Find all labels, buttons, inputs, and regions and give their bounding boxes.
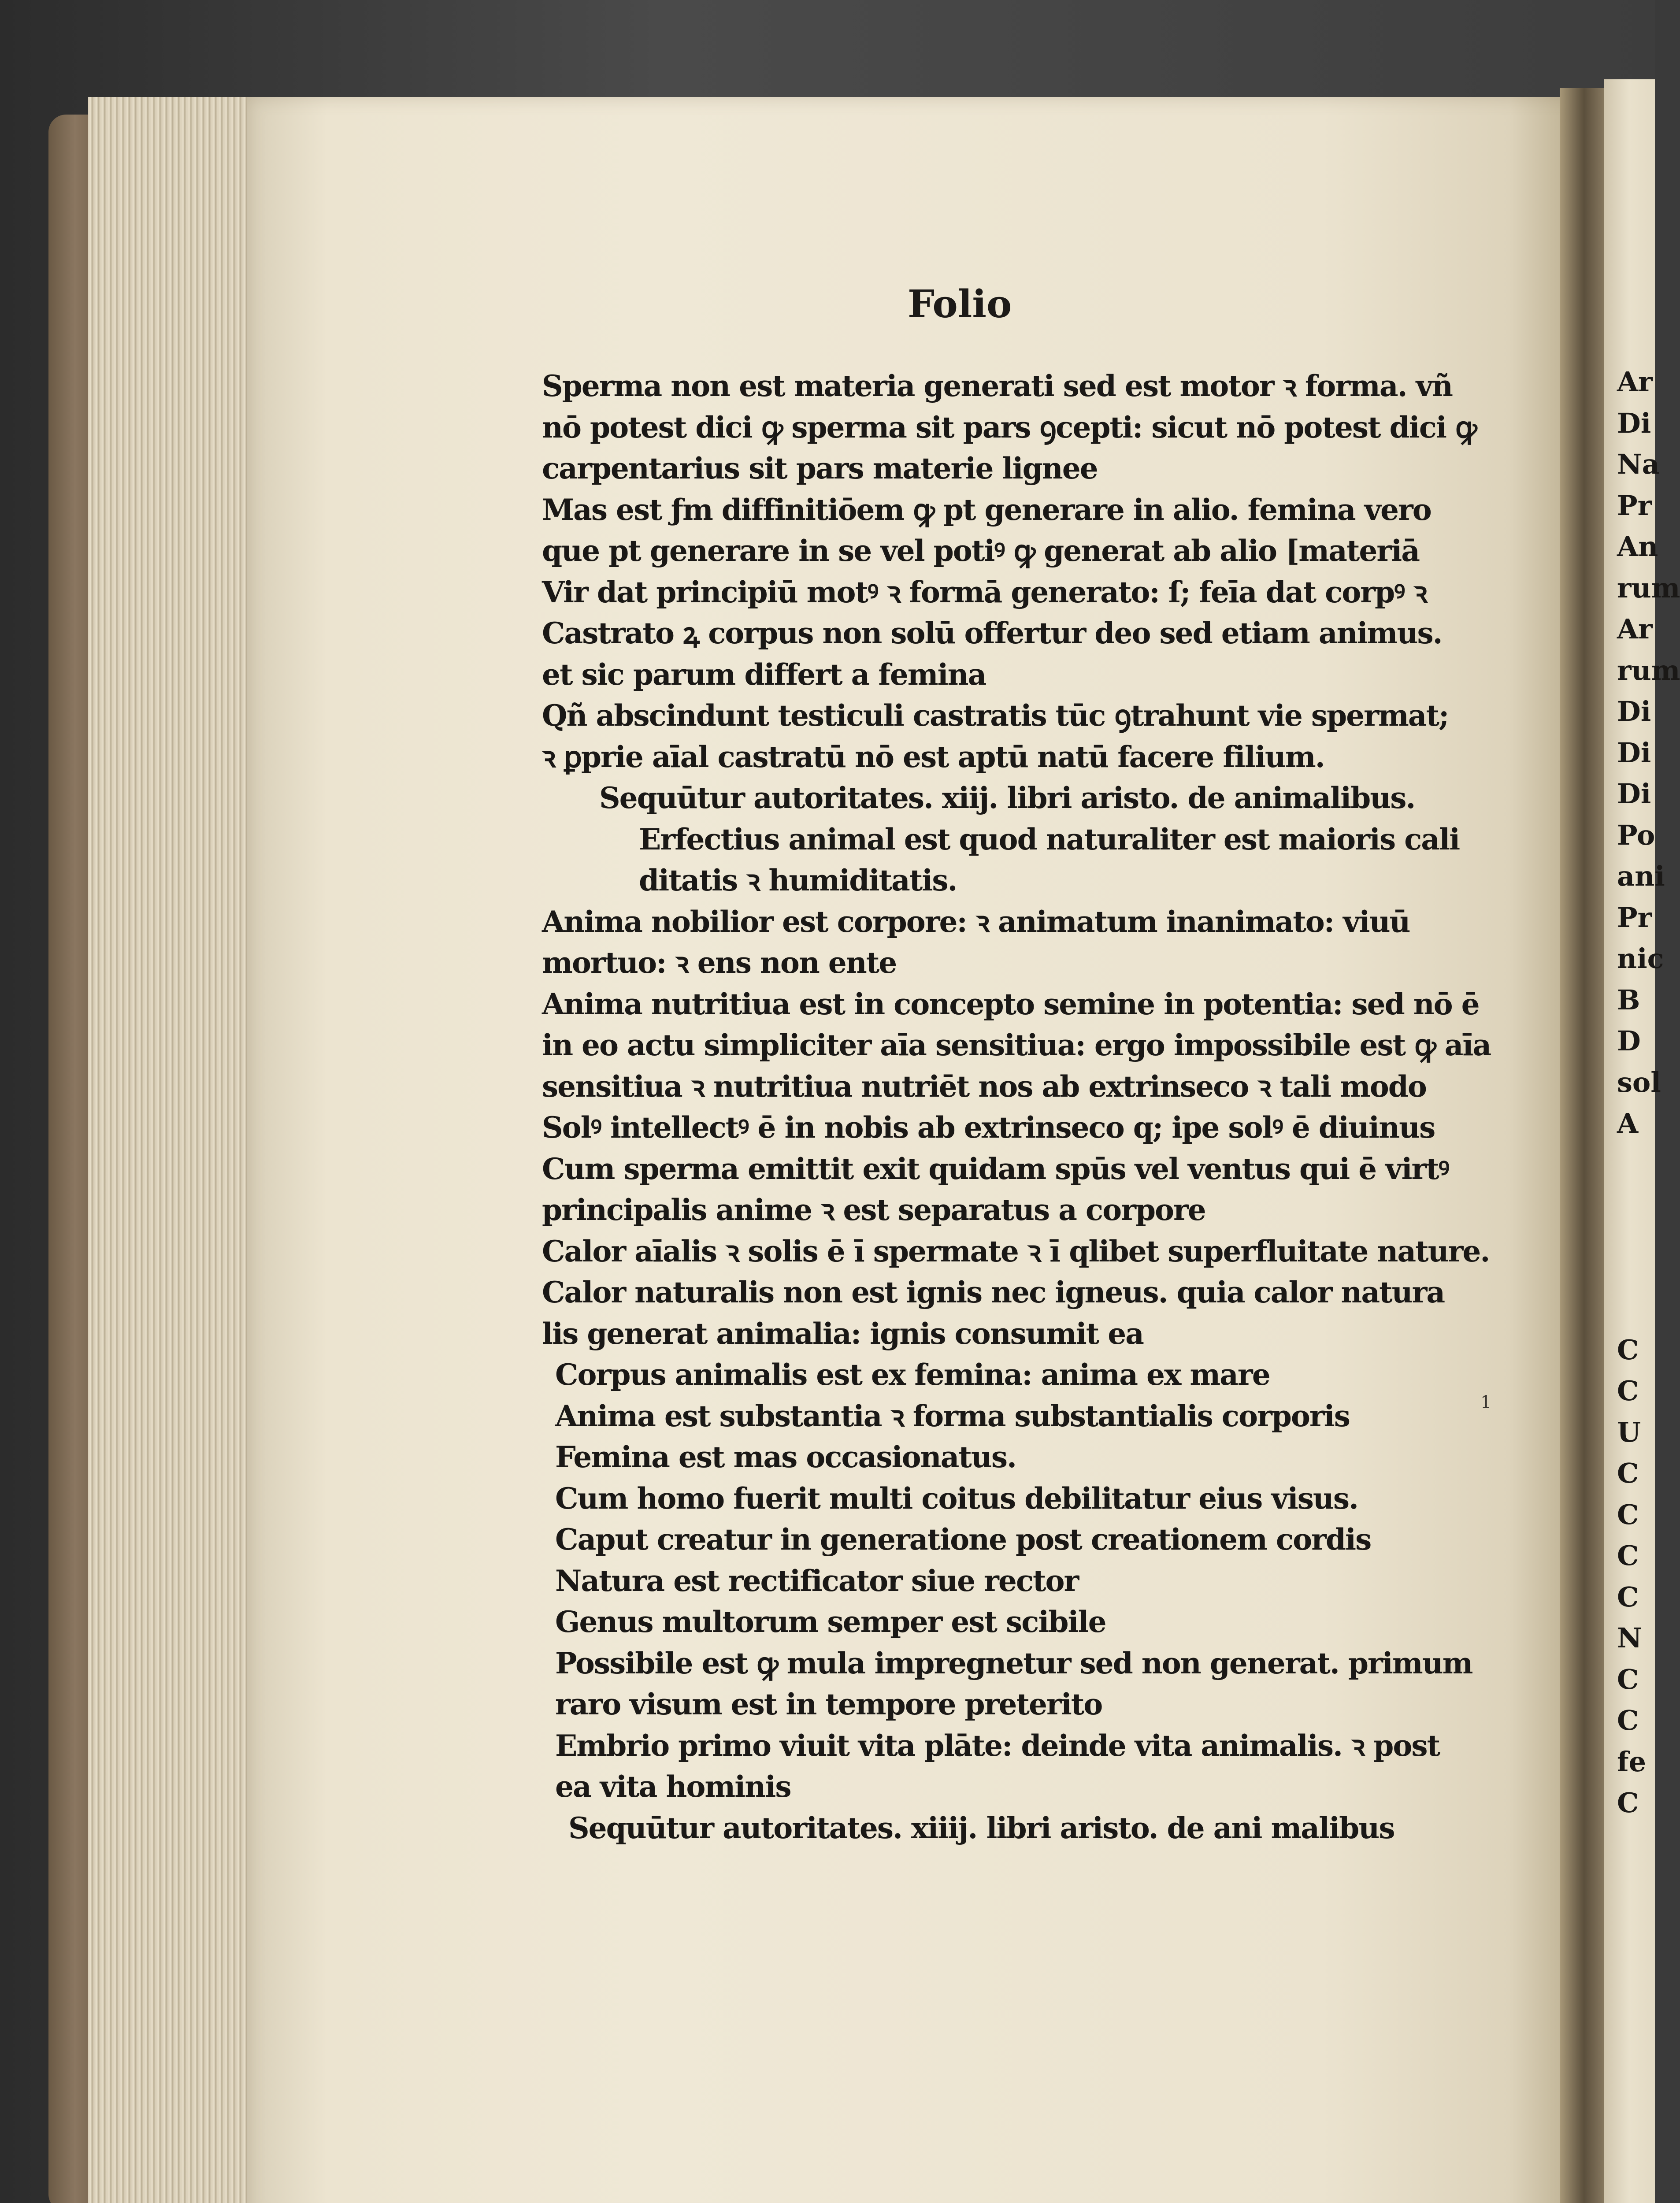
right-fragment: ani	[1617, 860, 1665, 892]
text-line: carpentarius sit pars materie lignee	[542, 451, 1098, 486]
text-line: Castrato ꝝ corpus non solū offertur deo sed etiam animus.	[542, 616, 1442, 650]
right-fragment: Pr	[1617, 901, 1652, 934]
right-page-text-fragments	[1617, 361, 1680, 1824]
text-line: Calor aīalis ꝛ solis ē ī spermate ꝛ ī qlibet superfluitate nature.	[542, 1234, 1490, 1268]
right-fragment: rum	[1617, 654, 1680, 686]
right-fragment: C	[1617, 1580, 1639, 1613]
text-line: Embrio primo viuit vita plāte: deinde vita animalis. ꝛ post	[555, 1728, 1440, 1763]
margin-mark: 1	[1480, 1392, 1492, 1413]
text-line: Anima nobilior est corpore: ꝛ animatum inanimato: viuū	[542, 904, 1410, 939]
page-stack-edge	[88, 97, 273, 2203]
right-fragment: C	[1617, 1375, 1639, 1407]
text-line: Vir dat principiū motꝰ ꝛ formā generato: ſ; feīa dat corpꝰ ꝛ	[542, 575, 1427, 609]
text-line: ꝛ ꝑprie aīal castratū nō est aptū natū facere filium.	[542, 739, 1324, 774]
right-fragment: A	[1617, 1107, 1639, 1139]
right-fragment: Ar	[1617, 613, 1653, 645]
right-fragment: C	[1617, 1457, 1639, 1489]
right-fragment: Di	[1617, 778, 1651, 810]
right-fragment: Di	[1617, 736, 1651, 769]
right-fragment: C	[1617, 1498, 1639, 1531]
right-fragment: Na	[1617, 448, 1660, 480]
right-fragment: C	[1617, 1333, 1639, 1366]
text-line: Anima nutritiua est in concepto semine in potentia: sed nō ē	[542, 987, 1479, 1021]
text-line: in eo actu simpliciter aīa sensitiua: ergo impossibile est ꝙ aīa	[542, 1028, 1491, 1062]
right-fragment: N	[1617, 1622, 1642, 1654]
text-line: Mas est ƒm diffinitiōem ꝙ pt generare in alio. femina vero	[542, 492, 1431, 527]
text-line: mortuo: ꝛ ens non ente	[542, 946, 897, 980]
section-heading: Sequūtur autoritates. xiiij. libri aristo. de ani malibus	[568, 1810, 1394, 1845]
right-fragment: C	[1617, 1663, 1639, 1695]
right-fragment: Po	[1617, 819, 1655, 851]
text-line: Sperma non est materia generati sed est motor ꝛ forma. vñ	[542, 369, 1452, 403]
text-line: raro visum est in tempore preterito	[555, 1687, 1102, 1721]
text-line: Possibile est ꝙ mula impregnetur sed non generat. primum	[555, 1646, 1472, 1680]
text-line: et sic parum differt a femina	[542, 657, 986, 692]
text-line: nō potest dici ꝙ sperma sit pars ꝯcepti: sicut nō potest dici ꝙ	[542, 410, 1476, 445]
right-fragment: C	[1617, 1539, 1639, 1572]
text-line: Cum sperma emittit exit quidam spūs vel ventus qui ē virtꝰ	[542, 1151, 1449, 1186]
text-line: principalis anime ꝛ est separatus a corpore	[542, 1193, 1205, 1227]
text-line: Erfectius animal est quod naturaliter est maioris cali	[639, 822, 1460, 857]
right-fragment: nic	[1617, 942, 1664, 975]
text-line: Cum homo fuerit multi coitus debilitatur eius visus.	[555, 1481, 1358, 1516]
text-line: Solꝰ intellectꝰ ē in nobis ab extrinseco q; ipe solꝰ ē diuinus	[542, 1110, 1435, 1145]
right-fragment: rum	[1617, 571, 1680, 604]
text-line: ditatis ꝛ humiditatis.	[639, 863, 957, 898]
text-line: lis generat animalia: ignis consumit ea	[542, 1316, 1143, 1351]
right-fragment: sol	[1617, 1066, 1661, 1098]
text-line: Natura est rectificator siue rector	[555, 1563, 1079, 1598]
text-line: ea vita hominis	[555, 1769, 791, 1804]
right-fragment: Di	[1617, 695, 1651, 727]
text-line: Anima est substantia ꝛ forma substantialis corporis	[555, 1398, 1350, 1433]
right-fragment: B	[1617, 983, 1640, 1016]
right-fragment: C	[1617, 1704, 1639, 1736]
text-line: Corpus animalis est ex femina: anima ex mare	[555, 1357, 1270, 1392]
text-line: sensitiua ꝛ nutritiua nutriēt nos ab extrinseco ꝛ tali modo	[542, 1069, 1426, 1104]
right-fragment: fe	[1617, 1745, 1647, 1778]
text-line: Femina est mas occasionatus.	[555, 1440, 1016, 1474]
main-text-block	[542, 366, 1494, 1849]
text-line: Qñ abscindunt testiculi castratis tūc ꝯtrahunt vie spermat;	[542, 698, 1449, 733]
right-fragment-gap	[1617, 1144, 1655, 1329]
right-fragment: U	[1617, 1416, 1641, 1448]
right-fragment: An	[1617, 530, 1658, 563]
right-fragment: C	[1617, 1787, 1639, 1819]
right-fragment: Pr	[1617, 489, 1652, 522]
right-fragment: Ar	[1617, 366, 1653, 398]
text-line: Calor naturalis non est ignis nec igneus. quia calor natura	[542, 1275, 1445, 1309]
text-line: que pt generare in se vel potiꝰ ꝙ generat ab alio [materiā	[542, 534, 1419, 568]
text-line: Genus multorum semper est scibile	[555, 1605, 1106, 1639]
right-fragment: Di	[1617, 407, 1651, 439]
right-fragment: D	[1617, 1025, 1641, 1057]
text-line: Caput creatur in generatione post creationem cordis	[555, 1522, 1371, 1557]
folio-heading: Folio	[908, 282, 1012, 326]
book-gutter	[1560, 88, 1608, 2203]
section-heading: Sequūtur autoritates. xiij. libri aristo. de animalibus.	[599, 781, 1415, 815]
